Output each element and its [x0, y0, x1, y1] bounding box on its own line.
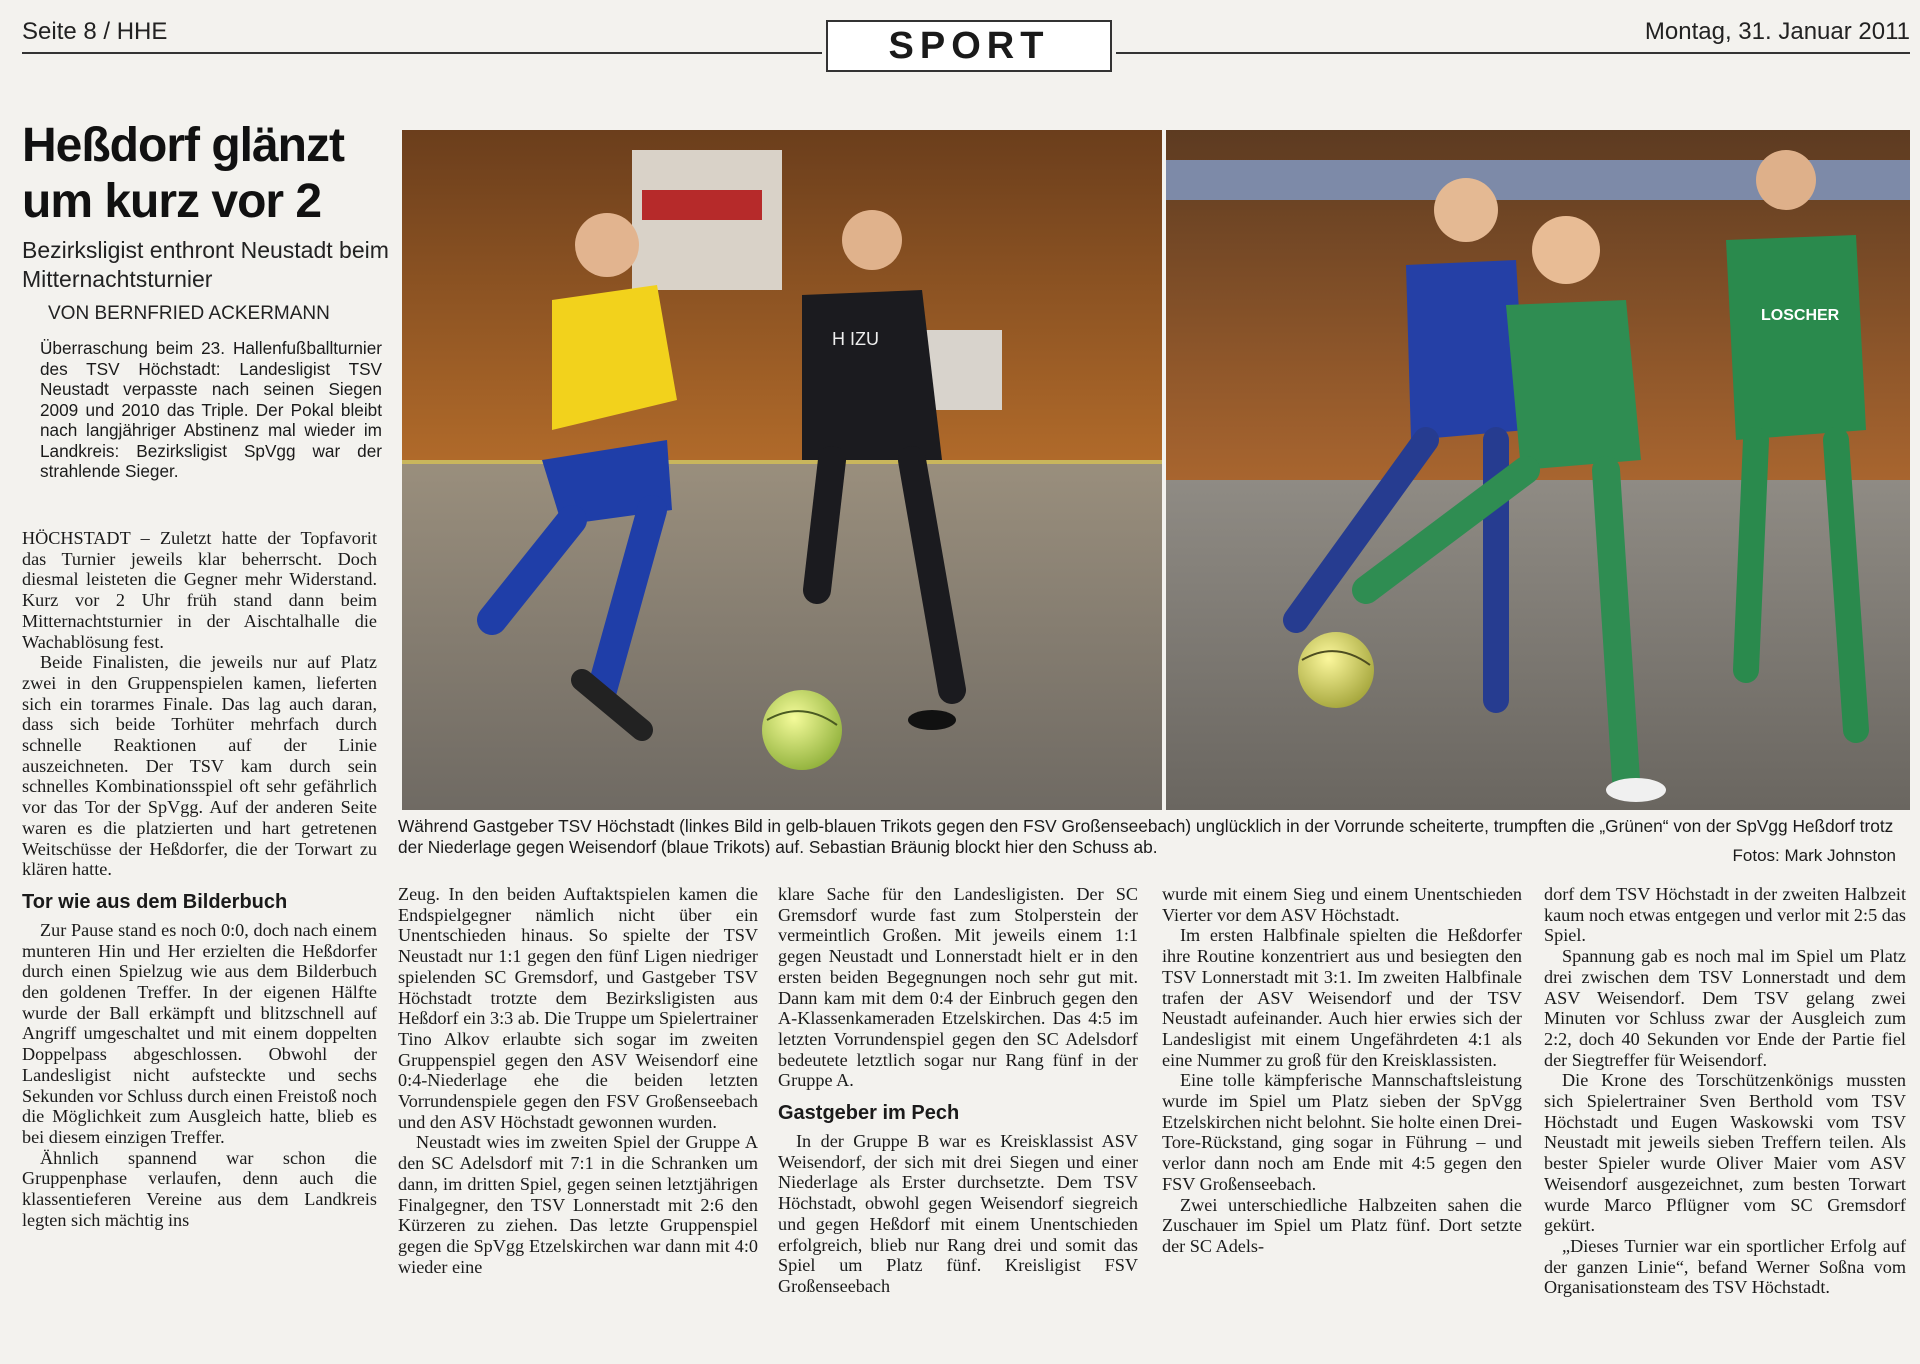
paragraph: wurde mit einem Sieg und einem Unentschieden Vierter vor dem ASV Höchstadt. — [1162, 884, 1522, 925]
section-title: SPORT — [826, 20, 1112, 72]
header-rule-right — [1116, 52, 1910, 54]
paragraph: Zeug. In den beiden Auftaktspielen kamen die Endspielgegner nämlich nicht über ein Unentschieden hinaus. So spielte der TSV Neustadt nur 1:1 gegen den fünf Ligen niedriger spielenden SC Gremsdorf, und Gastgeber TSV Höchstadt trotzte dem Bezirksligisten aus Heßdorf ein 3:3 ab. Die Truppe um Spielertrainer Tino Alkov erlaubte sich sogar im zweiten Gruppenspiel gegen den ASV Weisendorf eine 0:4-Niederlage ehe die beiden letzten Vorrundenspiele gegen den FSV Großenseebach und den ASV Höchstadt gewonnen wurden. — [398, 884, 758, 1132]
byline: VON BERNFRIED ACKERMANN — [48, 303, 330, 324]
photo-left — [402, 130, 1162, 810]
paragraph: In der Gruppe B war es Kreisklassist ASV Weisendorf, der sich mit drei Siegen und einer Niederlage als Erster durchsetzte. Dem TSV Höchstadt, obwohl gegen Weisendorf siegreich und gegen Heßdorf mit einem Unentschieden erfolgreich, blieb nur Rang drei und somit das Spiel um Platz fünf. Kreisligist FSV Großenseebach — [778, 1131, 1138, 1296]
article-column-3 — [778, 884, 1138, 1297]
headline — [22, 118, 402, 230]
photo-caption: Während Gastgeber TSV Höchstadt (linkes Bild in gelb-blauen Trikots gegen den FSV Großenseebach) unglücklich in der Vorrunde scheiterte, trumpften die „Grünen“ von der SpVgg Heßdorf trotz der Niederlage gegen Weisendorf (blaue Trikots) auf. Sebastian Bräunig blockt hier den Schuss ab. — [398, 816, 1894, 857]
paragraph: Eine tolle kämpferische Mannschaftsleistung wurde im Spiel um Platz sieben der SpVgg Etzelskirchen nicht belohnt. Sie holte einen Drei-Tore-Rückstand, ging sogar in Führung – und verlor dann noch am Ende mit 4:5 gegen den FSV Großenseebach. — [1162, 1070, 1522, 1194]
subheading: Tor wie aus dem Bilderbuch — [22, 890, 288, 913]
paragraph: Im ersten Halbfinale spielten die Heßdorfer ihre Routine konzentriert aus und besiegten den TSV Lonnerstadt mit 3:1. Im zweiten Halbfinale trafen der ASV Weisendorf und der TSV Neustadt aufeinander. Auch hier erwies sich der Landesligist mit einem Ungefährdeten 4:1 als eine Nummer zu groß für den Kreisklassisten. — [1162, 925, 1522, 1070]
photo-left-image — [402, 130, 1162, 810]
article-column-2 — [398, 884, 758, 1277]
paragraph: Spannung gab es noch mal im Spiel um Platz drei zwischen dem TSV Lonnerstadt und dem ASV Weisendorf. Dem TSV gelang zwei Minuten vor Schluss zwar der Ausgleich zum 2:2, doch 40 Sekunden vor Ende der Partie fiel der Siegtreffer für Weisendorf. — [1544, 946, 1906, 1070]
headline-line-2: um kurz vor 2 — [22, 175, 322, 228]
lead-paragraph: Überraschung beim 23. Hallenfußballturnier des TSV Höchstadt: Landesligist TSV Neustadt verpasste nach seinen Siegen 2009 und 2010 das Triple. Der Pokal bleibt nach langjähriger Abstinenz mal wieder im Landkreis: Bezirksligist SpVgg war der strahlende Sieger. — [40, 338, 382, 481]
photo-credit: Fotos: Mark Johnston — [1732, 846, 1896, 865]
page-number: Seite 8 / HHE — [22, 18, 168, 45]
photo-right — [1166, 130, 1910, 810]
header-rule-left — [22, 52, 822, 54]
paragraph: Ähnlich spannend war schon die Gruppenphase verlaufen, denn auch die klassentieferen Vereine aus dem Landkreis legten sich mächtig ins — [22, 1147, 377, 1230]
jersey-text: LOSCHER — [1761, 307, 1840, 324]
paragraph: „Dieses Turnier war ein sportlicher Erfolg auf der ganzen Linie“, befand Werner Soßna vom Organisationsteam des TSV Höchstadt. — [1544, 1235, 1906, 1298]
paragraph: Die Krone des Torschützenkönigs mussten sich Spielertrainer Sven Berthold vom TSV Höchstadt und Eugen Waskowski vom TSV Neustadt mit jeweils sieben Treffern teilen. Als bester Spieler wurde Oliver Maier vom ASV Weisendorf ausgezeichnet, zum besten Torwart wurde Marco Pflügner vom SC Gremsdorf gekürt. — [1544, 1070, 1906, 1236]
photo-right-image — [1166, 130, 1910, 810]
article-column-4 — [1162, 884, 1522, 1257]
paragraph: Neustadt wies im zweiten Spiel der Gruppe A den SC Adelsdorf mit 7:1 in die Schranken um dann, im dritten Spiel, gegen seinen letztjährigen Finalgegner, den TSV Lonnerstadt mit 2:6 den Kürzeren zu ziehen. Das letzte Gruppenspiel gegen die SpVgg Etzelskirchen war dann mit 4:0 wieder eine — [398, 1132, 758, 1277]
paragraph: klare Sache für den Landesligisten. Der SC Gremsdorf wurde fast zum Stolperstein der vermeintlich Großen. Mit jeweils einem 1:1 gegen Neustadt und Lonnerstadt hielt er in den ersten beiden Begegnungen noch sehr gut mit. Dann kam mit dem 0:4 der Einbruch gegen den A-Klassenkameraden Etzelskirchen. Das 4:5 im letzten Vorrundenspiel gegen den SC Adelsdorf bedeutete letztlich sogar nur Rang fünf in der Gruppe A. — [778, 884, 1138, 1091]
subheading: Gastgeber im Pech — [778, 1102, 960, 1125]
jersey-text: H IZU — [832, 329, 879, 349]
article-column-1 — [22, 528, 377, 1231]
issue-date: Montag, 31. Januar 2011 — [1644, 18, 1910, 45]
paragraph: Zwei unterschiedliche Halbzeiten sahen die Zuschauer im Spiel um Platz fünf. Dort setzte der SC Adels- — [1162, 1194, 1522, 1256]
paragraph: Zur Pause stand es noch 0:0, doch nach einem munteren Hin und Her erzielten die Heßdorfer durch einen Spielzug wie aus dem Bilderbuch den goldenen Treffer. In der eigenen Hälfte wurde der Ball erkämpft und blitzschnell auf Angriff umgeschaltet und mit einem doppelten Doppelpass abgeschlossen. Obwohl der Landesligist nicht aufsteckte und sechs Sekunden vor Schluss durch einen Freistoß noch die Möglichkeit zum Ausgleich hatte, blieb es bei diesem einzigen Treffer. — [22, 919, 377, 1147]
article-column-5 — [1544, 884, 1906, 1298]
paragraph: Beide Finalisten, die jeweils nur auf Platz zwei in den Gruppenspielen kamen, lieferten sich ein torarmes Finale. Das lag auch daran, dass sich beide Torhüter mehrfach durch schnelle Reaktionen auf der Linie auszeichneten. Der TSV kam durch sein schnelles Kombinationsspiel oft sehr gefährlich vor das Tor der SpVgg. Auf der anderen Seite waren es die platzierten und hart getretenen Weitschüsse der Heßdorfer, die der Torwart zu klären hatte. — [22, 652, 377, 880]
paragraph: HÖCHSTADT – Zuletzt hatte der Topfavorit das Turnier jeweils klar beherrscht. Doch diesmal leisteten die Gegner mehr Widerstand. Kurz vor 2 Uhr früh stand dann beim Mitternachtsturnier in der Aischtalhalle die Wachablösung fest. — [22, 528, 377, 652]
paragraph: dorf dem TSV Höchstadt in der zweiten Halbzeit kaum noch etwas entgegen und verlor mit 2:5 das Spiel. — [1544, 884, 1906, 946]
headline-line-1: Heßdorf glänzt — [22, 119, 344, 172]
subheadline: Bezirksligist enthront Neustadt beim Mitternachtsturnier — [22, 237, 389, 292]
